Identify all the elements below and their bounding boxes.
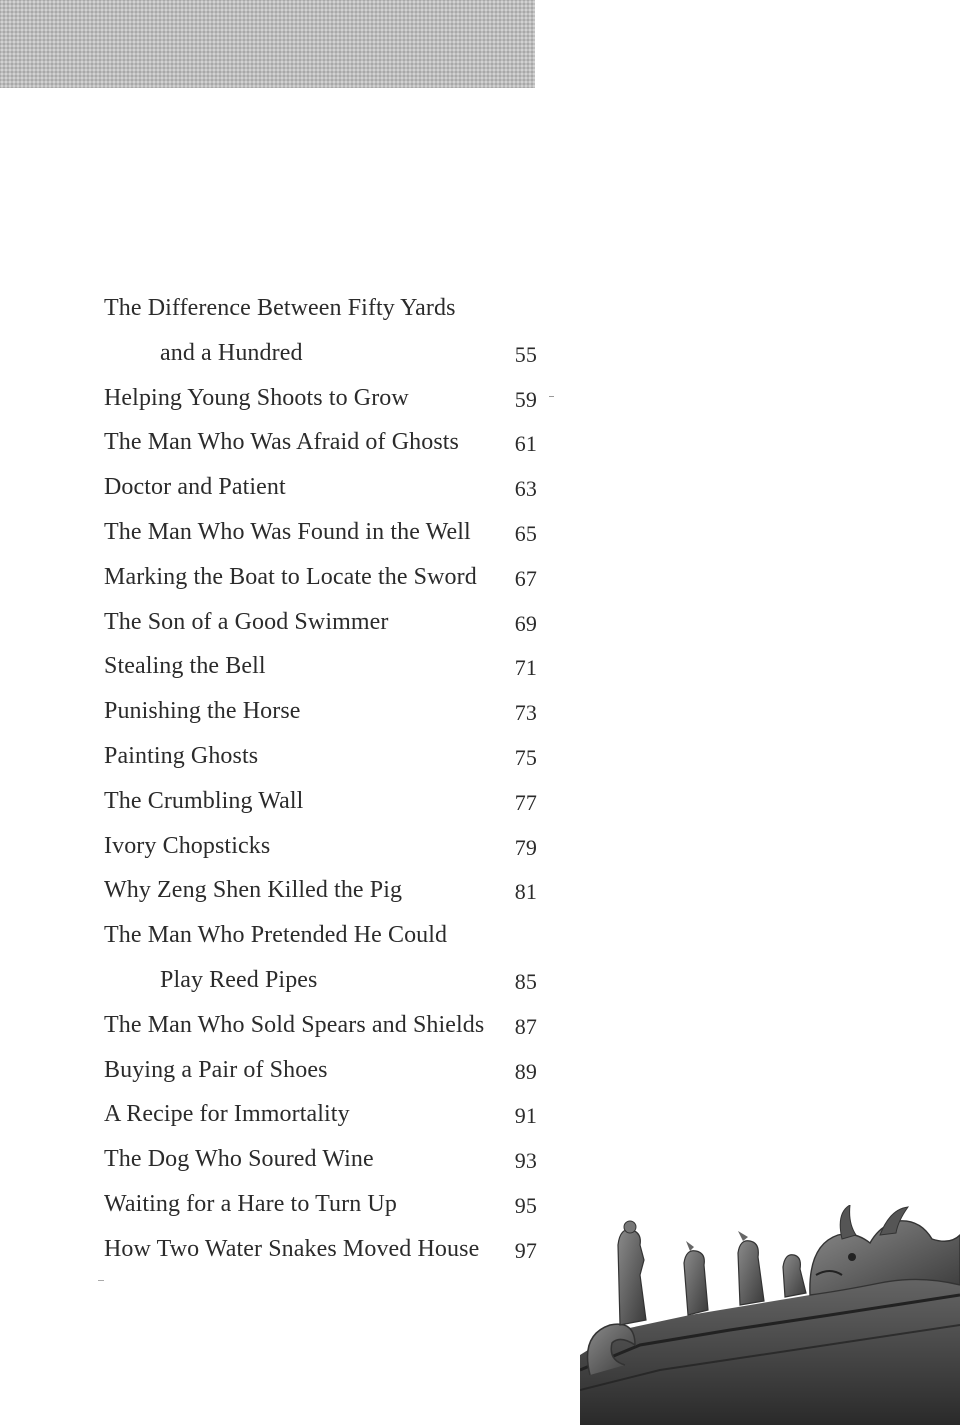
toc-entry-title: The Dog Who Soured Wine	[104, 1146, 374, 1173]
toc-entry-page-number: 89	[514, 1058, 537, 1084]
toc-entry	[104, 1003, 540, 1048]
toc-entry-page-number: 55	[514, 341, 537, 367]
toc-entry	[104, 1048, 540, 1093]
toc-entry	[104, 555, 540, 600]
toc-entry-page-number: 61	[514, 431, 537, 457]
toc-entry-title: Punishing the Horse	[104, 698, 301, 725]
toc-entry	[104, 734, 540, 779]
toc-entry-page-number: 73	[514, 700, 537, 726]
toc-entry	[104, 286, 540, 331]
toc-entry-title: The Man Who Pretended He Could	[104, 922, 448, 949]
toc-entry-page-number: 87	[514, 1013, 537, 1039]
toc-entry-page-number: 95	[514, 1192, 537, 1218]
toc-entry-page-number: 91	[514, 1103, 537, 1129]
toc-entry	[104, 913, 540, 958]
toc-entry-page-number: 65	[514, 520, 537, 546]
toc-entry	[104, 510, 540, 555]
toc-entry-page-number: 71	[514, 655, 537, 681]
toc-entry-page-number: 75	[514, 744, 537, 770]
toc-entry-title: The Man Who Was Found in the Well	[104, 518, 471, 545]
toc-entry-page-number: 77	[514, 789, 537, 815]
toc-entry-page-number: 97	[514, 1237, 537, 1263]
toc-entry-title: A Recipe for Immortality	[104, 1101, 350, 1128]
toc-entry	[104, 1137, 540, 1182]
toc-entry	[104, 465, 540, 510]
toc-entry	[104, 600, 540, 645]
toc-entry	[104, 779, 540, 824]
toc-entry-title: The Crumbling Wall	[104, 787, 304, 814]
toc-entry	[104, 868, 540, 913]
toc-entry-title: Painting Ghosts	[104, 742, 259, 769]
toc-entry	[104, 376, 540, 421]
toc-entry-title: Play Reed Pipes	[160, 966, 318, 993]
toc-entry-title: and a Hundred	[160, 339, 303, 366]
toc-entry	[104, 689, 540, 734]
roof-ridge-figures-image	[580, 1205, 960, 1425]
toc-entry-page-number: 79	[514, 834, 537, 860]
toc-entry-page-number: 67	[514, 565, 537, 591]
toc-entry-page-number: 85	[514, 968, 537, 994]
header-halftone-bar	[0, 0, 535, 88]
toc-entry-title: The Son of a Good Swimmer	[104, 608, 389, 635]
toc-entry-page-number: 59	[514, 386, 537, 412]
toc-entry	[104, 644, 540, 689]
scan-mark	[98, 1280, 104, 1281]
toc-entry	[104, 1092, 540, 1137]
toc-entry	[104, 958, 540, 1003]
toc-entry-page-number: 63	[514, 476, 537, 502]
toc-entry	[104, 1182, 540, 1227]
toc-entry-title: The Man Who Was Afraid of Ghosts	[104, 429, 459, 456]
toc-entry-title: The Man Who Sold Spears and Shields	[104, 1011, 485, 1038]
scan-mark	[549, 396, 554, 397]
toc-entry-page-number: 93	[514, 1148, 537, 1174]
toc-entry-title: Why Zeng Shen Killed the Pig	[104, 877, 403, 904]
toc-entry-title: Helping Young Shoots to Grow	[104, 384, 409, 411]
toc-entry-title: Stealing the Bell	[104, 653, 266, 680]
toc-entry-title: Buying a Pair of Shoes	[104, 1056, 328, 1083]
toc-entry	[104, 331, 540, 376]
toc-entry-title: Ivory Chopsticks	[104, 832, 271, 859]
toc-entry-title: How Two Water Snakes Moved House	[104, 1235, 480, 1262]
toc-entry	[104, 420, 540, 465]
toc-entry-title: Marking the Boat to Locate the Sword	[104, 563, 477, 590]
toc-entry-title: Waiting for a Hare to Turn Up	[104, 1190, 397, 1217]
toc-entry-title: The Difference Between Fifty Yards	[104, 295, 456, 321]
table-of-contents	[104, 286, 540, 1272]
toc-entry	[104, 1227, 540, 1272]
toc-entry-page-number: 81	[514, 879, 537, 905]
toc-entry	[104, 824, 540, 869]
toc-entry-title: Doctor and Patient	[104, 474, 286, 501]
toc-entry-page-number: 69	[514, 610, 537, 636]
